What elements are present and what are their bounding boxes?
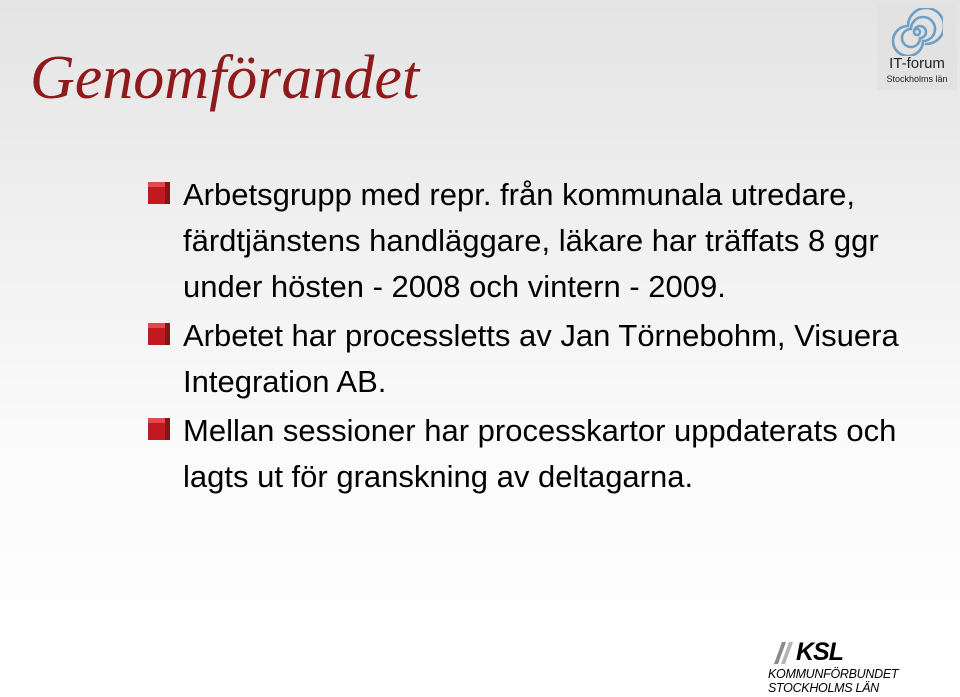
it-forum-logo (877, 4, 957, 90)
it-forum-name: IT-forum (889, 55, 945, 72)
spiral-icon (891, 8, 943, 56)
bullet-item (148, 408, 908, 500)
square-bullet-icon (148, 182, 170, 204)
it-forum-subtitle: Stockholms län (886, 74, 948, 84)
bullet-item (148, 313, 908, 405)
ksl-logo (756, 638, 956, 696)
bullet-item (148, 172, 908, 310)
bullet-list (148, 172, 908, 503)
bullet-text: Arbetet har processletts av Jan Törnebohm, Visuera Integration AB. (183, 318, 899, 399)
ksl-mark: KSL (796, 638, 843, 666)
square-bullet-icon (148, 418, 170, 440)
slide-title: Genomförandet (30, 44, 420, 112)
ksl-line-1: KOMMUNFÖRBUNDET (768, 667, 899, 681)
slash-marks-icon (768, 640, 796, 666)
square-bullet-icon (148, 323, 170, 345)
bullet-text: Arbetsgrupp med repr. från kommunala utredare, färdtjänstens handläggare, läkare har träffats 8 ggr under hösten - 2008 och vintern - 2009. (183, 177, 879, 304)
ksl-line-2: STOCKHOLMS LÄN (768, 681, 879, 695)
bullet-text: Mellan sessioner har processkartor uppdaterats och lagts ut för granskning av deltagarna. (183, 413, 897, 494)
